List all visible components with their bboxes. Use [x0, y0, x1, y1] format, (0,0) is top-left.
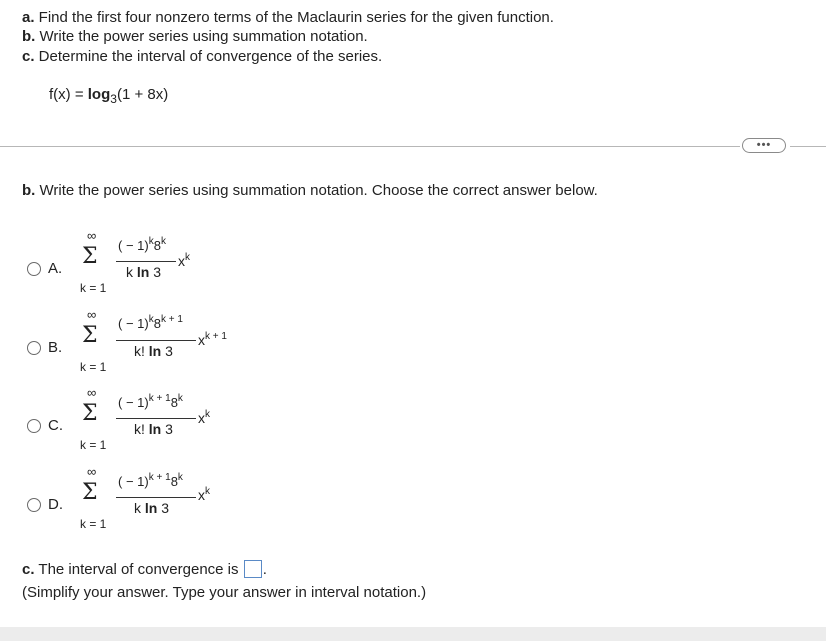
- denominator-d: k ln 3: [134, 500, 170, 516]
- part-c-text: The interval of convergence is: [34, 561, 243, 578]
- power-term-d: $x^k$: [198, 486, 210, 503]
- sum-lower-limit-a: k = 1: [80, 281, 107, 295]
- function-arg: (1 + 8x): [116, 86, 169, 103]
- fraction-bar-d: [116, 497, 196, 498]
- instruction-c-letter: c.: [22, 48, 35, 65]
- part-c-letter: c.: [22, 561, 35, 578]
- instruction-a: [22, 8, 554, 27]
- interval-answer-input[interactable]: [244, 560, 262, 578]
- denominator-c: k! ln 3: [134, 421, 173, 437]
- numerator-b: ( − $1)^k8^{k + 1}$: [118, 314, 183, 331]
- answer-option-a[interactable]: [0, 228, 420, 298]
- function-log: log: [87, 86, 111, 103]
- sigma-symbol-b: Σ: [82, 323, 98, 348]
- power-term-a: $x^k$: [178, 252, 190, 269]
- sum-lower-limit-b: k = 1: [80, 360, 107, 374]
- radio-button-a[interactable]: [27, 262, 41, 276]
- option-label-c: C.: [48, 417, 63, 434]
- answer-option-b[interactable]: [0, 306, 420, 376]
- instruction-c: [22, 47, 382, 66]
- option-label-b: B.: [48, 339, 63, 356]
- instruction-b-text: Write the power series using summation notation.: [35, 28, 368, 45]
- fraction-bar-a: [116, 261, 176, 262]
- sigma-symbol-a: Σ: [82, 244, 98, 269]
- part-b-letter: b.: [22, 182, 36, 199]
- sum-lower-limit-c: k = 1: [80, 438, 107, 452]
- section-divider: [0, 146, 740, 147]
- radio-button-d[interactable]: [27, 498, 41, 512]
- power-term-c: $x^k$: [198, 409, 210, 426]
- part-b-question: [22, 182, 598, 199]
- function-lhs: f(x) =: [49, 86, 88, 103]
- sum-upper-limit-a: ∞: [87, 228, 97, 243]
- numerator-a: ( − $1)^k8^k$: [118, 236, 166, 253]
- option-label-d: D.: [48, 496, 63, 513]
- radio-button-c[interactable]: [27, 419, 41, 433]
- sigma-symbol-d: Σ: [82, 480, 98, 505]
- part-c-question: [22, 560, 267, 578]
- answer-option-d[interactable]: [0, 464, 420, 534]
- answer-option-c[interactable]: [0, 385, 420, 455]
- power-term-b: $x^{k + 1}$: [198, 331, 227, 348]
- instruction-b: [22, 27, 368, 46]
- answer-hint: (Simplify your answer. Type your answer in interval notation.): [22, 584, 427, 601]
- denominator-a: k ln 3: [126, 264, 162, 280]
- function-definition: [49, 86, 168, 106]
- sum-upper-limit-b: ∞: [87, 307, 97, 322]
- sum-upper-limit-d: ∞: [87, 464, 97, 479]
- instruction-a-text: Find the first four nonzero terms of the Maclaurin series for the given function.: [34, 9, 554, 26]
- numerator-c: ( − $1)^{k + 1}8^k$: [118, 393, 183, 410]
- function-log-base: 3: [110, 92, 117, 106]
- part-b-text: Write the power series using summation notation. Choose the correct answer below.: [35, 182, 598, 199]
- radio-button-b[interactable]: [27, 341, 41, 355]
- sum-lower-limit-d: k = 1: [80, 517, 107, 531]
- instruction-c-text: Determine the interval of convergence of the series.: [34, 48, 383, 65]
- numerator-d: ( − $1)^{k + 1}8^k$: [118, 472, 183, 489]
- footer-bar: [0, 627, 826, 641]
- fraction-bar-b: [116, 340, 196, 341]
- instruction-b-letter: b.: [22, 28, 36, 45]
- fraction-bar-c: [116, 418, 196, 419]
- sigma-symbol-c: Σ: [82, 401, 98, 426]
- more-options-button[interactable]: •••: [742, 138, 786, 153]
- denominator-b: k! ln 3: [134, 343, 173, 359]
- option-label-a: A.: [48, 260, 63, 277]
- instruction-a-letter: a.: [22, 9, 35, 26]
- section-divider-right: [790, 146, 826, 147]
- part-c-period: .: [262, 561, 267, 578]
- sum-upper-limit-c: ∞: [87, 385, 97, 400]
